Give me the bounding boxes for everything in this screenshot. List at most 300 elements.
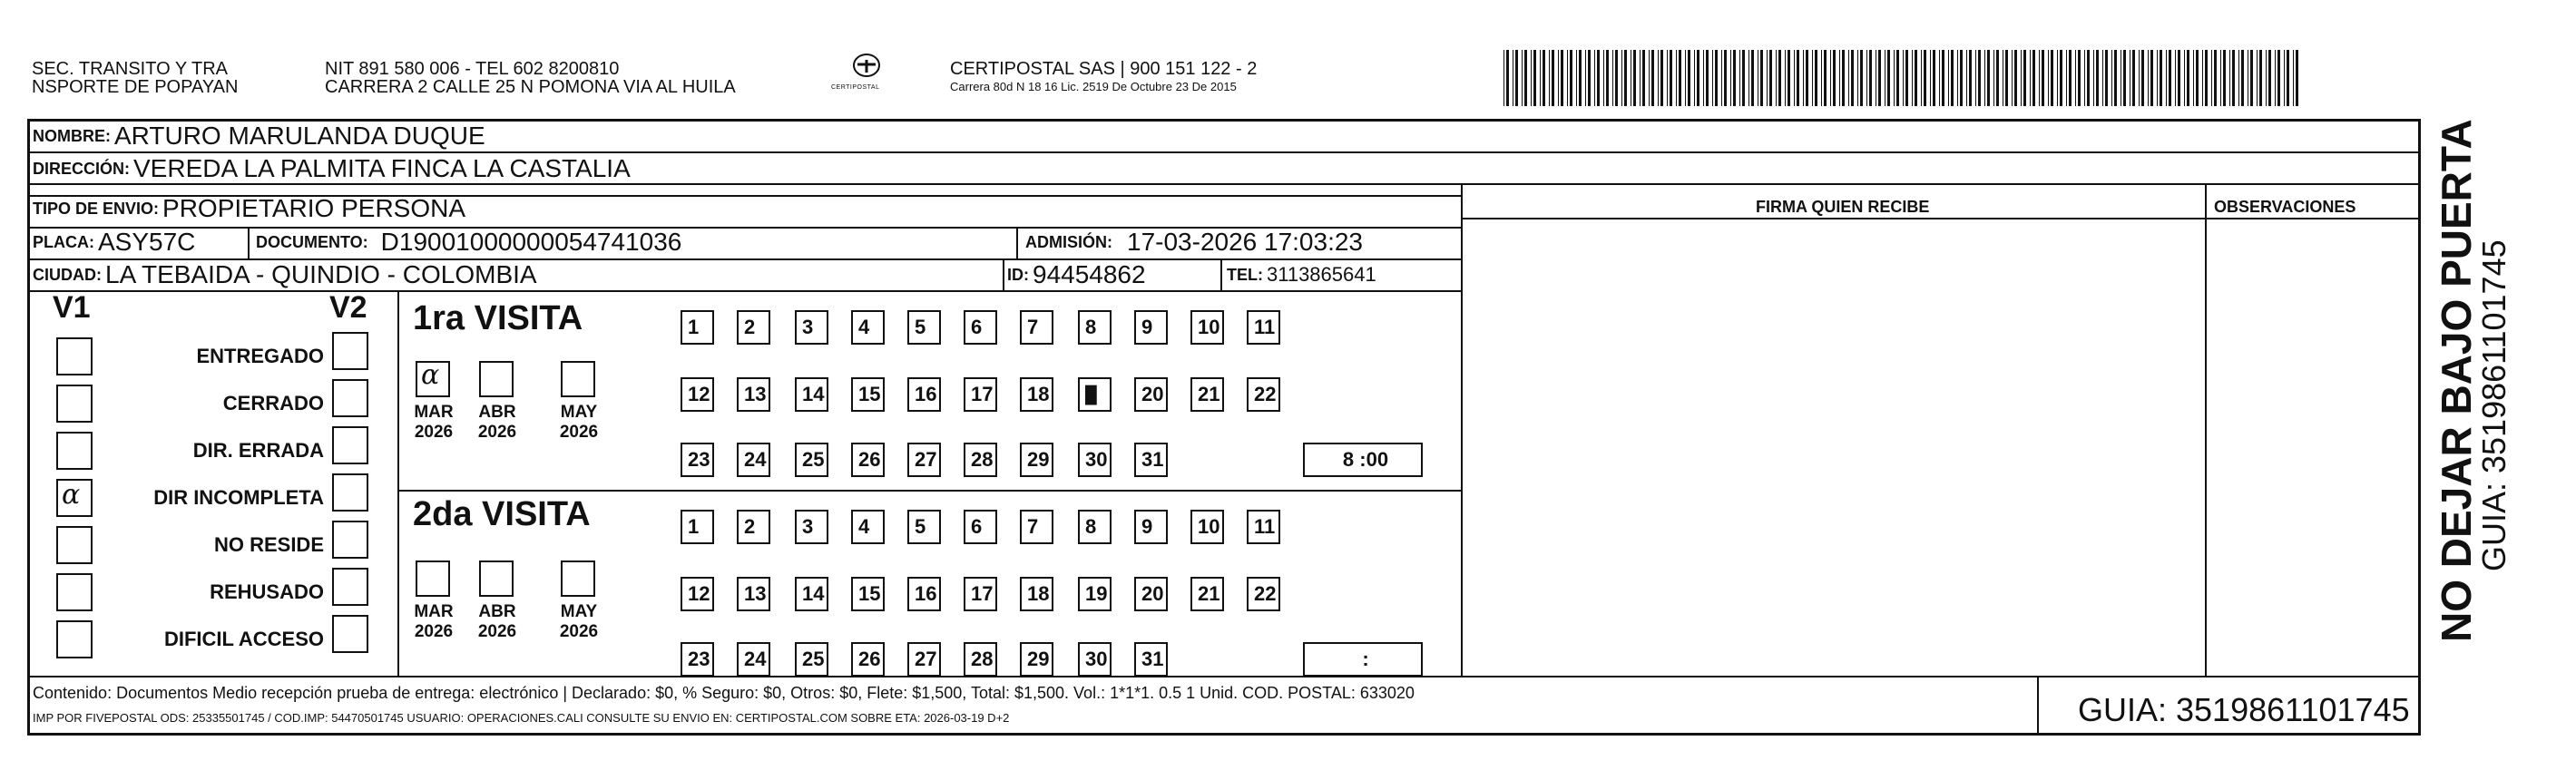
barcode-bar (1558, 50, 1559, 106)
day-box-10[interactable]: 10 (1190, 510, 1224, 544)
barcode-bar (1776, 50, 1777, 106)
barcode-bar (1651, 50, 1654, 106)
barcode-bar (2005, 50, 2008, 106)
day-box-7[interactable]: 7 (1020, 510, 1053, 544)
barcode-bar (1570, 50, 1572, 106)
barcode-bar (1948, 50, 1949, 106)
guia-box: GUIA: 3519861101745 (2078, 691, 2410, 728)
month-checkbox-mar[interactable] (416, 560, 450, 597)
status-label: ENTREGADO (196, 345, 324, 367)
barcode-bar (1824, 50, 1827, 106)
barcode-bar (2175, 50, 2176, 106)
day-box-8[interactable]: 8 (1078, 310, 1112, 345)
barcode-bar (1942, 50, 1944, 106)
barcode-bar (1552, 50, 1554, 106)
admision-value: 17-03-2026 17:03:23 (1127, 228, 1363, 256)
barcode-bar (2014, 50, 2017, 106)
barcode-bar (1597, 50, 1600, 106)
barcode-bar (2114, 50, 2117, 106)
documento-label: DOCUMENTO: (256, 232, 368, 251)
v1-checkbox-4[interactable] (56, 479, 93, 517)
day-box-24[interactable]: 24 (737, 443, 770, 477)
barcode-bar (2241, 50, 2244, 106)
barcode-bar (1842, 50, 1845, 106)
barcode-bar (1543, 50, 1545, 106)
footer-imp: IMP POR FIVEPOSTAL ODS: 25335501745 / COD.IMP: 54470501745 USUARIO: OPERACIONES.CALI CONSULTE SU ENVIO EN: CERTIPOSTAL.COM SOBRE ETA: 2026-03-19 D+2 (33, 711, 1010, 725)
barcode-bar (1531, 50, 1532, 106)
first-visit-label: 1ra VISITA (413, 299, 583, 337)
barcode-bar (1567, 50, 1568, 106)
barcode-bar (1615, 50, 1618, 106)
barcode-bar (1715, 50, 1718, 106)
side-guia: GUIA: 3519861101745 (2475, 239, 2512, 571)
barcode-bar (2139, 50, 2140, 106)
barcode-bar (2293, 50, 2294, 106)
tipo-value: PROPIETARIO PERSONA (162, 194, 466, 222)
barcode-bar (1697, 50, 1699, 106)
barcode-bar (2211, 50, 2212, 106)
barcode-bar (1903, 50, 1904, 106)
month-label: MAR (414, 403, 454, 422)
day-box-18[interactable]: 18 (1020, 377, 1053, 412)
barcode-bar (2069, 50, 2072, 106)
barcode-bar (2250, 50, 2253, 106)
first-visit-time[interactable]: 8 :00 (1303, 443, 1423, 477)
no-dejar-bajo-puerta: NO DEJAR BAJO PUERTA (2433, 119, 2480, 642)
documento-row (256, 228, 681, 257)
month-checkbox-may[interactable] (561, 361, 595, 397)
month-label: ABR (478, 403, 516, 422)
barcode-bar (1533, 50, 1536, 106)
barcode-bar (2021, 50, 2022, 106)
placa-row (33, 228, 195, 257)
barcode-bar (2284, 50, 2285, 106)
barcode-bar (2048, 50, 2049, 106)
month-checkbox-may[interactable] (561, 560, 595, 597)
barcode-bar (1540, 50, 1541, 106)
carrier-name: CERTIPOSTAL SAS | 900 151 122 - 2 (950, 59, 1258, 79)
day-box-24[interactable]: 24 (737, 642, 770, 677)
v2-checkbox-1[interactable] (332, 332, 368, 370)
barcode-bar (1667, 50, 1668, 106)
barcode-bar (2187, 50, 2189, 106)
day-box-14[interactable]: 14 (795, 377, 828, 412)
barcode-bar (1506, 50, 1509, 106)
month-checkbox-mar[interactable] (416, 361, 450, 397)
v2-checkbox-7[interactable] (332, 615, 368, 653)
day-box-28[interactable]: 28 (964, 443, 997, 477)
barcode-bar (1969, 50, 1972, 106)
day-box-27[interactable]: 27 (907, 443, 941, 477)
barcode-bar (2178, 50, 2180, 106)
barcode-bar (2105, 50, 2108, 106)
barcode-bar (1960, 50, 1963, 106)
barcode-bar (1975, 50, 1976, 106)
barcode-bar (1706, 50, 1709, 106)
barcode-bar (1579, 50, 1582, 106)
tipo-label: TIPO DE ENVIO: (33, 199, 160, 218)
tipo-row (33, 194, 465, 223)
barcode-bar (1730, 50, 1731, 106)
barcode-bar (1739, 50, 1740, 106)
second-visit-time[interactable]: : (1303, 642, 1423, 677)
day-box-9[interactable]: 9 (1134, 310, 1168, 345)
day-box-27[interactable]: 27 (907, 642, 941, 677)
barcode-bar (1503, 50, 1504, 106)
barcode-bar (2259, 50, 2262, 106)
barcode-bar (1522, 50, 1523, 106)
id-row (1007, 260, 1146, 289)
barcode-bar (2123, 50, 2126, 106)
barcode-bar (1712, 50, 1713, 106)
day-box-19[interactable]: 19 (1078, 577, 1112, 611)
status-label: DIR INCOMPLETA (153, 486, 324, 509)
firma-label: FIRMA QUIEN RECIBE (1756, 198, 1930, 216)
barcode-bar (2012, 50, 2013, 106)
v2-checkbox-6[interactable] (332, 568, 368, 606)
v1-checkbox-3[interactable] (56, 432, 93, 470)
carrier-logo-text: CERTIPOSTAL (831, 84, 880, 91)
v1-checkbox-5[interactable] (56, 526, 93, 564)
barcode-bar (1951, 50, 1954, 106)
barcode-bar (1794, 50, 1795, 106)
barcode-bar (1821, 50, 1822, 106)
v1-label: V1 (53, 290, 91, 325)
barcode-bar (1924, 50, 1926, 106)
day-box-22[interactable]: 22 (1247, 377, 1280, 412)
status-label: DIR. ERRADA (192, 439, 324, 462)
day-box-23[interactable]: 23 (681, 443, 714, 477)
v1-checkbox-2[interactable] (56, 385, 93, 423)
day-box-26[interactable]: 26 (851, 642, 885, 677)
barcode-bar (1685, 50, 1686, 106)
sender-name-line2: NSPORTE DE POPAYAN (32, 77, 239, 97)
day-box-25[interactable]: 25 (795, 443, 828, 477)
sender-nit: NIT 891 580 006 - TEL 602 8200810 (325, 59, 620, 79)
placa-label: PLACA: (33, 232, 94, 251)
barcode-bar (1785, 50, 1786, 106)
day-box-13[interactable]: 13 (737, 377, 770, 412)
barcode-bar (1778, 50, 1781, 106)
barcode (1502, 50, 2305, 106)
sender-address: CARRERA 2 CALLE 25 N POMONA VIA AL HUILA (325, 77, 736, 97)
admision-row (1025, 228, 1363, 257)
year-label: 2026 (414, 622, 454, 641)
barcode-bar (1642, 50, 1645, 106)
month-year (470, 403, 524, 443)
day-box-1[interactable]: 1 (681, 310, 714, 345)
barcode-bar (1866, 50, 1867, 106)
barcode-bar (1748, 50, 1749, 106)
barcode-bar (2275, 50, 2276, 106)
barcode-bar (1788, 50, 1790, 106)
day-box-16[interactable]: 16 (907, 577, 941, 611)
v2-checkbox-3[interactable] (332, 426, 368, 464)
month-label: MAY (560, 403, 598, 422)
barcode-bar (1933, 50, 1935, 106)
day-box-31[interactable]: 31 (1134, 642, 1168, 677)
day-box-3[interactable]: 3 (795, 510, 828, 544)
v1-checkbox-1[interactable] (56, 337, 93, 375)
barcode-bar (1896, 50, 1899, 106)
barcode-bar (2102, 50, 2103, 106)
barcode-bar (2042, 50, 2044, 106)
year-label: 2026 (414, 423, 454, 442)
barcode-bar (1621, 50, 1622, 106)
year-label: 2026 (477, 423, 517, 442)
barcode-bar (1588, 50, 1591, 106)
day-box-5[interactable]: 5 (907, 310, 941, 345)
day-box-6[interactable]: 6 (964, 510, 997, 544)
barcode-bar (2238, 50, 2239, 106)
barcode-bar (1978, 50, 1981, 106)
barcode-bar (1688, 50, 1690, 106)
barcode-bar (2196, 50, 2199, 106)
barcode-bar (2214, 50, 2217, 106)
nombre-row (33, 122, 485, 151)
v2-checkbox-2[interactable] (332, 379, 368, 417)
barcode-bar (2232, 50, 2235, 106)
month-checkbox-abr[interactable] (479, 361, 514, 397)
day-box-13[interactable]: 13 (737, 577, 770, 611)
barcode-bar (1915, 50, 1917, 106)
day-box-12[interactable]: 12 (681, 577, 714, 611)
barcode-bar (1806, 50, 1808, 106)
day-box-4[interactable]: 4 (851, 310, 885, 345)
day-box-15[interactable]: 15 (851, 377, 885, 412)
day-box-16[interactable]: 16 (907, 377, 941, 412)
direccion-row (33, 154, 631, 183)
day-box-18[interactable]: 18 (1020, 577, 1053, 611)
barcode-bar (2023, 50, 2026, 106)
barcode-bar (1803, 50, 1804, 106)
barcode-bar (2193, 50, 2194, 106)
day-box-21[interactable]: 21 (1190, 577, 1224, 611)
documento-value: D19001000000054741036 (380, 228, 682, 256)
barcode-bar (2257, 50, 2258, 106)
month-mark: α (421, 359, 440, 391)
placa-value: ASY57C (98, 228, 196, 256)
year-label: 2026 (559, 423, 599, 442)
nombre-value: ARTURO MARULANDA DUQUE (114, 122, 485, 150)
barcode-bar (1649, 50, 1650, 106)
day-box-20[interactable]: 20 (1134, 377, 1168, 412)
v2-checkbox-4[interactable] (332, 473, 368, 512)
barcode-bar (2287, 50, 2289, 106)
footer-contenido: Contenido: Documentos Medio recepción prueba de entrega: electrónico | Declarado: $0, % Seguro: $0, Otros: $0, Flete: $1,500, Total: $1,500. Vol.: 1*1*1. 0.5 1 Unid. COD. POSTAL: 633020 (33, 684, 1415, 702)
v2-checkbox-5[interactable] (332, 521, 368, 559)
barcode-bar (2057, 50, 2058, 106)
barcode-bar (1612, 50, 1613, 106)
day-box-29[interactable]: 29 (1020, 642, 1053, 677)
day-box-5[interactable]: 5 (907, 510, 941, 544)
barcode-bar (1878, 50, 1881, 106)
day-box-29[interactable]: 29 (1020, 443, 1053, 477)
day-box-23[interactable]: 23 (681, 642, 714, 677)
day-box-10[interactable]: 10 (1190, 310, 1224, 345)
day-box-22[interactable]: 22 (1247, 577, 1280, 611)
barcode-bar (1833, 50, 1836, 106)
day-box-12[interactable]: 12 (681, 377, 714, 412)
month-label: MAY (560, 602, 598, 621)
second-visit-label: 2da VISITA (413, 495, 591, 533)
barcode-bar (2202, 50, 2203, 106)
barcode-bar (1524, 50, 1527, 106)
tel-value: 3113865641 (1267, 263, 1376, 286)
barcode-bar (1603, 50, 1604, 106)
barcode-bar (2084, 50, 2085, 106)
barcode-bar (1767, 50, 1768, 106)
barcode-bar (1576, 50, 1577, 106)
status-label: NO RESIDE (213, 533, 324, 556)
day-box-3[interactable]: 3 (795, 310, 828, 345)
v1-checkbox-6[interactable] (56, 573, 93, 611)
barcode-bar (1987, 50, 1990, 106)
barcode-bar (1670, 50, 1672, 106)
day-box-20[interactable]: 20 (1134, 577, 1168, 611)
barcode-bar (2220, 50, 2221, 106)
direccion-value: VEREDA LA PALMITA FINCA LA CASTALIA (133, 154, 631, 182)
barcode-bar (1624, 50, 1627, 106)
v1-checkbox-7[interactable] (56, 620, 93, 658)
day-box-2[interactable]: 2 (737, 310, 770, 345)
day-box-26[interactable]: 26 (851, 443, 885, 477)
barcode-bar (1966, 50, 1967, 106)
barcode-bar (1939, 50, 1940, 106)
barcode-bar (1921, 50, 1922, 106)
barcode-bar (1930, 50, 1931, 106)
barcode-bar (1905, 50, 1908, 106)
ciudad-value: LA TEBAIDA - QUINDIO - COLOMBIA (105, 260, 537, 288)
barcode-bar (1660, 50, 1663, 106)
barcode-bar (2268, 50, 2271, 106)
barcode-bar (2169, 50, 2171, 106)
barcode-bar (1887, 50, 1890, 106)
barcode-bar (2039, 50, 2040, 106)
month-label: MAR (414, 602, 454, 621)
barcode-bar (1679, 50, 1681, 106)
month-checkbox-abr[interactable] (479, 560, 514, 597)
day-box-21[interactable]: 21 (1190, 377, 1224, 412)
day-box-17[interactable]: 17 (964, 577, 997, 611)
barcode-bar (2096, 50, 2099, 106)
barcode-bar (2111, 50, 2112, 106)
barcode-bar (1515, 50, 1518, 106)
barcode-bar (1676, 50, 1677, 106)
barcode-bar (1839, 50, 1840, 106)
barcode-bar (1857, 50, 1858, 106)
barcode-bar (1733, 50, 1736, 106)
day-box-17[interactable]: 17 (964, 377, 997, 412)
admision-label: ADMISIÓN: (1025, 232, 1112, 251)
barcode-bar (1996, 50, 1999, 106)
month-year (552, 602, 606, 642)
id-value: 94454862 (1033, 260, 1146, 288)
day-box-2[interactable]: 2 (737, 510, 770, 544)
barcode-bar (2150, 50, 2153, 106)
barcode-bar (1993, 50, 1994, 106)
barcode-bar (2032, 50, 2035, 106)
barcode-bar (1769, 50, 1772, 106)
month-year (406, 403, 461, 443)
barcode-bar (2166, 50, 2167, 106)
barcode-bar (1812, 50, 1813, 106)
ciudad-row (33, 260, 537, 289)
barcode-bar (1912, 50, 1913, 106)
day-box-30[interactable]: 30 (1078, 443, 1112, 477)
barcode-bar (1703, 50, 1704, 106)
day-box-4[interactable]: 4 (851, 510, 885, 544)
status-label: DIFICIL ACCESO (163, 628, 324, 650)
barcode-bar (1606, 50, 1609, 106)
carrier-logo-icon (848, 53, 885, 80)
barcode-bar (1658, 50, 1659, 106)
day-box-7[interactable]: 7 (1020, 310, 1053, 345)
barcode-bar (1851, 50, 1854, 106)
barcode-bar (1751, 50, 1754, 106)
barcode-bar (2132, 50, 2135, 106)
day-box-28[interactable]: 28 (964, 642, 997, 677)
day-box-1[interactable]: 1 (681, 510, 714, 544)
barcode-bar (1860, 50, 1863, 106)
barcode-bar (2030, 50, 2031, 106)
barcode-bar (1585, 50, 1586, 106)
day-box-14[interactable]: 14 (795, 577, 828, 611)
day-box-8[interactable]: 8 (1078, 510, 1112, 544)
barcode-bar (2148, 50, 2149, 106)
barcode-bar (1760, 50, 1763, 106)
barcode-bar (1721, 50, 1722, 106)
barcode-bar (1724, 50, 1727, 106)
barcode-bar (2229, 50, 2230, 106)
day-box-6[interactable]: 6 (964, 310, 997, 345)
barcode-bar (2141, 50, 2144, 106)
barcode-bar (2075, 50, 2076, 106)
barcode-bar (2205, 50, 2208, 106)
month-year (406, 602, 461, 642)
barcode-bar (2160, 50, 2162, 106)
barcode-bar (2066, 50, 2067, 106)
day-box-19[interactable]: █ (1078, 377, 1112, 412)
barcode-bar (1797, 50, 1799, 106)
day-box-9[interactable]: 9 (1134, 510, 1168, 544)
barcode-bar (1594, 50, 1595, 106)
year-label: 2026 (559, 622, 599, 641)
day-box-15[interactable]: 15 (851, 577, 885, 611)
day-box-30[interactable]: 30 (1078, 642, 1112, 677)
day-box-11[interactable]: 11 (1247, 510, 1280, 544)
barcode-bar (1633, 50, 1636, 106)
barcode-bar (2223, 50, 2226, 106)
status-label: REHUSADO (210, 580, 324, 603)
checkbox-mark: α (62, 479, 81, 511)
barcode-bar (2093, 50, 2094, 106)
barcode-bar (1640, 50, 1641, 106)
barcode-bar (2078, 50, 2081, 106)
barcode-bar (2184, 50, 2185, 106)
barcode-bar (1957, 50, 1958, 106)
day-box-31[interactable]: 31 (1134, 443, 1168, 477)
ciudad-label: CIUDAD: (33, 265, 102, 284)
barcode-bar (1894, 50, 1895, 106)
day-box-25[interactable]: 25 (795, 642, 828, 677)
barcode-bar (2087, 50, 2090, 106)
barcode-bar (1815, 50, 1817, 106)
day-box-11[interactable]: 11 (1247, 310, 1280, 345)
sender-name-line1: SEC. TRANSITO Y TRA (32, 59, 228, 79)
nombre-label: NOMBRE: (33, 126, 111, 145)
barcode-bar (2157, 50, 2158, 106)
